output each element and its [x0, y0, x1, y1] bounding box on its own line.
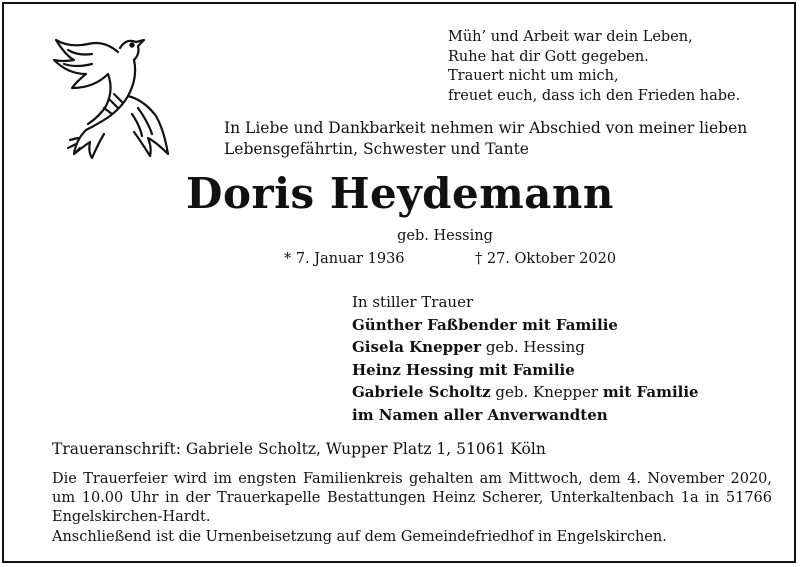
- memorial-poem: [448, 28, 778, 106]
- mourner-name: Gabriele Scholtz: [352, 383, 491, 401]
- deceased-name: Doris Heydemann: [186, 169, 614, 218]
- funeral-service-info: Die Trauerfeier wird im engsten Familienkreis gehalten am Mittwoch, dem 4. November 2020, um 10.00 Uhr in der Trauerkapelle Bestattungen Heinz Scherer, Unterkaltenbach 1a in 51766 Engelskirchen-Hardt.: [52, 471, 772, 525]
- mourners-list: [352, 291, 772, 426]
- dove-icon: [48, 30, 176, 160]
- intro-line: Lebensgefährtin, Schwester und Tante: [224, 140, 529, 158]
- farewell-intro: [224, 118, 764, 160]
- mourner-note: geb. Knepper: [490, 383, 603, 401]
- mourner-name: im Namen aller Anverwandten: [352, 405, 608, 424]
- mourner-name: Heinz Hessing mit Familie: [352, 360, 575, 379]
- poem-line: freuet euch, dass ich den Frieden habe.: [448, 87, 741, 104]
- mourner-row: [352, 336, 772, 359]
- death-date: † 27. Oktober 2020: [475, 251, 617, 267]
- poem-line: Ruhe hat dir Gott gegeben.: [448, 48, 649, 65]
- mourner-row: [352, 359, 772, 382]
- mourner-row: [352, 381, 772, 404]
- mourner-note: geb. Hessing: [481, 338, 585, 356]
- poem-line: Trauert nicht um mich,: [448, 68, 619, 84]
- mourner-row: [352, 404, 772, 427]
- burial-info: Anschließend ist die Urnenbeisetzung auf dem Gemeindefriedhof in Engelskirchen.: [52, 529, 667, 545]
- mourner-family: mit Familie: [602, 383, 699, 401]
- mourner-row: [352, 314, 772, 337]
- mourning-address: Traueranschrift: Gabriele Scholtz, Wupper Platz 1, 51061 Köln: [52, 440, 546, 458]
- mourner-name: Günther Faßbender mit Familie: [352, 315, 618, 334]
- maiden-name: geb. Hessing: [397, 228, 493, 244]
- mourners-heading: In stiller Trauer: [352, 293, 474, 311]
- birth-date: * 7. Januar 1936: [284, 251, 405, 267]
- poem-line: Müh’ und Arbeit war dein Leben,: [448, 29, 693, 45]
- mourner-name: Gisela Knepper: [352, 338, 482, 356]
- intro-line: In Liebe und Dankbarkeit nehmen wir Abschied von meiner lieben: [224, 119, 748, 137]
